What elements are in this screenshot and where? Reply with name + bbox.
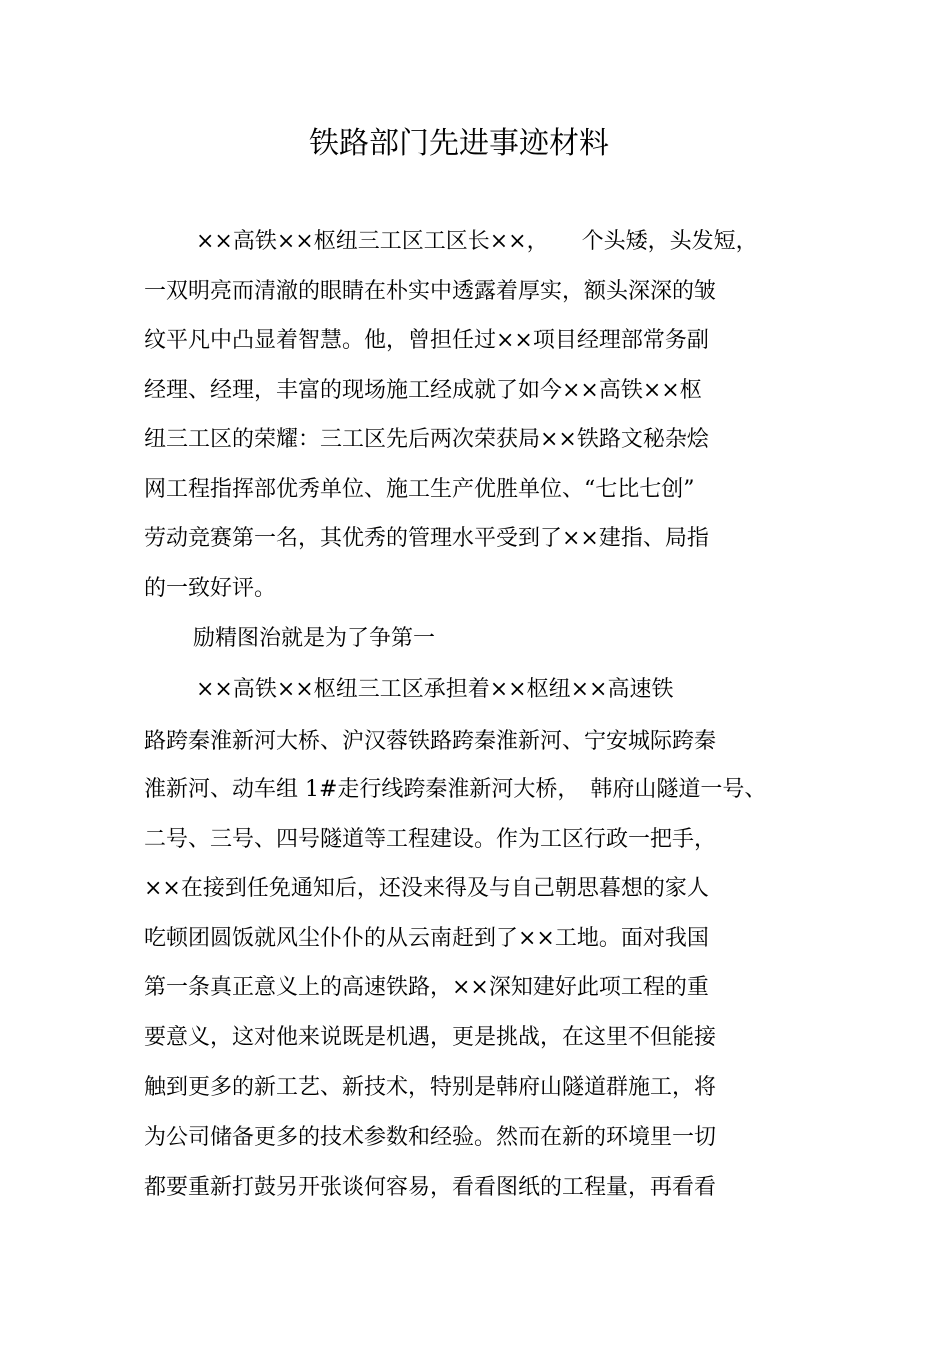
paragraph-line: 淮新河、动车组 1#走行线跨秦淮新河大桥， 韩府山隧道一号、 [144, 777, 767, 802]
paragraph-line: 二号、三号、四号隧道等工程建设。作为工区行政一把手， [144, 827, 717, 852]
paragraph-line: 经理、经理，丰富的现场施工经成就了如今××高铁××枢 [144, 378, 702, 403]
paragraph-line: 劳动竞赛第一名，其优秀的管理水平受到了××建指、局指 [144, 526, 709, 551]
document-title: 铁路部门先进事迹材料 [309, 126, 609, 161]
paragraph-line: 纽三工区的荣耀：三工区先后两次荣获局××铁路文秘杂烩 [144, 427, 709, 452]
paragraph-line: 第一条真正意义上的高速铁路，××深知建好此项工程的重 [144, 975, 709, 1000]
paragraph-line: 要意义，这对他来说既是机遇，更是挑战，在这里不但能接 [144, 1025, 717, 1050]
paragraph-line: ××高铁××枢纽三工区工区长××， 个头矮，头发短， [196, 229, 758, 254]
paragraph-line: 路跨秦淮新河大桥、沪汉蓉铁路跨秦淮新河、宁安城际跨秦 [144, 729, 717, 754]
paragraph-line: 的一致好评。 [144, 576, 277, 601]
section-heading: 励精图治就是为了争第一 [193, 626, 436, 651]
paragraph-line: 纹平凡中凸显着智慧。他，曾担任过××项目经理部常务副 [144, 328, 709, 353]
paragraph-line: 为公司储备更多的技术参数和经验。然而在新的环境里一切 [144, 1125, 717, 1150]
paragraph-line: 吃顿团圆饭就风尘仆仆的从云南赶到了××工地。面对我国 [144, 926, 709, 951]
paragraph-line: ××在接到任免通知后，还没来得及与自己朝思暮想的家人 [144, 876, 709, 901]
paragraph-line: ××高铁××枢纽三工区承担着××枢纽××高速铁 [196, 677, 674, 702]
paragraph-line: 触到更多的新工艺、新技术，特别是韩府山隧道群施工，将 [144, 1075, 717, 1100]
paragraph-line: 都要重新打鼓另开张谈何容易，看看图纸的工程量，再看看 [144, 1175, 717, 1200]
paragraph-line: 网工程指挥部优秀单位、施工生产优胜单位、“七比七创” [144, 477, 695, 502]
paragraph-line: 一双明亮而清澈的眼睛在朴实中透露着厚实，额头深深的皱 [144, 279, 717, 304]
